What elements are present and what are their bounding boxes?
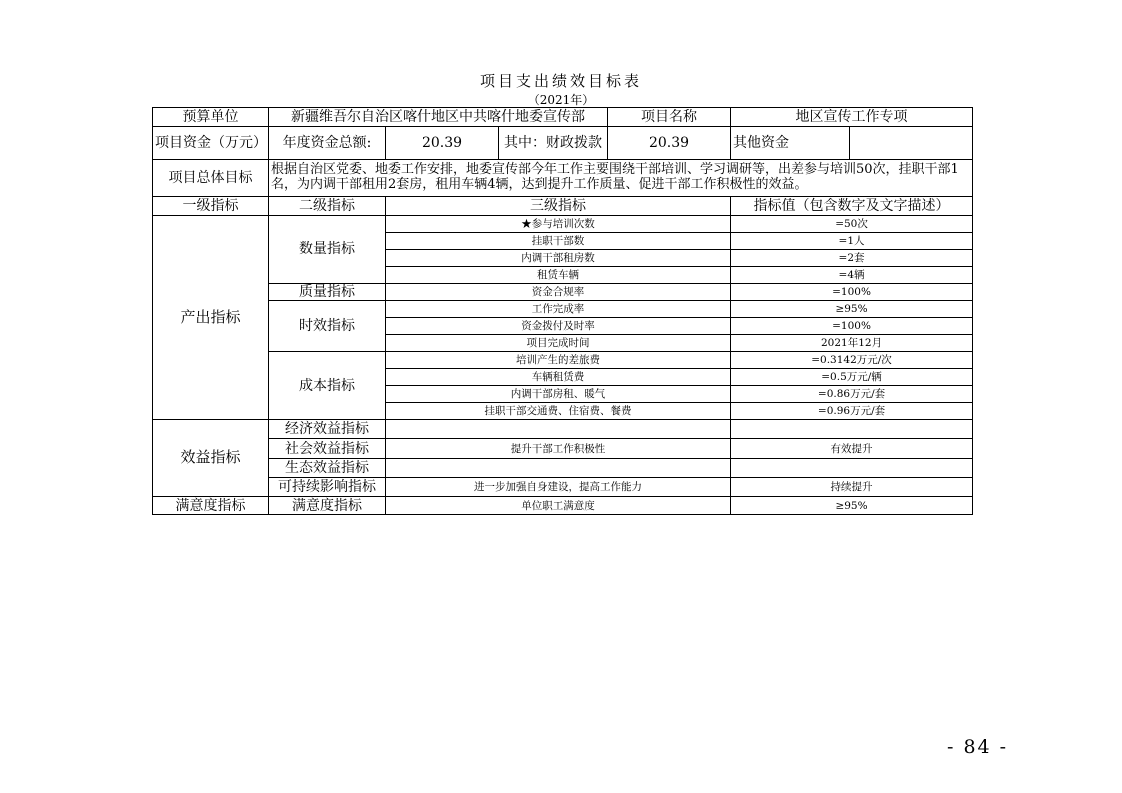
table-row-value: =100% xyxy=(731,318,973,335)
table-row-name: 进一步加强自身建设，提高工作能力 xyxy=(386,478,731,497)
table-row-name: 租赁车辆 xyxy=(386,267,731,284)
overall-goal-text: 根据自治区党委、地委工作安排，地委宣传部今年工作主要围绕干部培训、学习调研等，出差参与培训50次，挂职干部1名，为内调干部租用2套房，租用车辆4辆，达到提升工作质量、促进干部工作积极性的效益。 xyxy=(269,160,973,197)
project-name-value: 地区宣传工作专项 xyxy=(731,108,973,127)
table-row-name: 项目完成时间 xyxy=(386,335,731,352)
table-row-value: ≥95% xyxy=(731,301,973,318)
output-indicator-label: 产出指标 xyxy=(153,216,269,420)
benefit-level2-label: 社会效益指标 xyxy=(269,439,386,459)
table-row-value xyxy=(731,420,973,439)
table-row-value: =0.3142万元/次 xyxy=(731,352,973,369)
table-row-name: 挂职干部数 xyxy=(386,233,731,250)
benefit-level2-label: 经济效益指标 xyxy=(269,420,386,439)
page-number: - 84 - xyxy=(947,736,1009,758)
col-level2-header: 二级指标 xyxy=(269,197,386,216)
benefit-level2-label: 可持续影响指标 xyxy=(269,478,386,497)
table-row-value: =0.96万元/套 xyxy=(731,403,973,420)
cost-indicator-label: 成本指标 xyxy=(269,352,386,420)
table-row-value: =0.5万元/辆 xyxy=(731,369,973,386)
performance-table xyxy=(152,107,973,515)
table-row-name: 资金拨付及时率 xyxy=(386,318,731,335)
overall-goal-label: 项目总体目标 xyxy=(153,160,269,197)
table-row-name: ★参与培训次数 xyxy=(386,216,731,233)
table-row-value: 有效提升 xyxy=(731,439,973,459)
other-funds-label: 其他资金 xyxy=(731,127,850,160)
table-row-name: 工作完成率 xyxy=(386,301,731,318)
table-row-name xyxy=(386,459,731,478)
table-row-value: ≥95% xyxy=(731,497,973,515)
page-title: 项目支出绩效目标表 xyxy=(479,72,642,90)
satisfaction-level2-label: 满意度指标 xyxy=(269,497,386,515)
other-funds-value xyxy=(850,127,973,160)
table-row-name: 资金合规率 xyxy=(386,284,731,301)
satisfaction-indicator-label: 满意度指标 xyxy=(153,497,269,515)
table-row-name: 内调干部租房数 xyxy=(386,250,731,267)
table-row-name xyxy=(386,420,731,439)
table-row-name: 挂职干部交通费、住宿费、餐费 xyxy=(386,403,731,420)
annual-total-value: 20.39 xyxy=(386,127,499,160)
col-value-header: 指标值（包含数字及文字描述） xyxy=(731,197,973,216)
fiscal-funds-value: 20.39 xyxy=(608,127,731,160)
table-row-value: =100% xyxy=(731,284,973,301)
col-level1-header: 一级指标 xyxy=(153,197,269,216)
timeliness-indicator-label: 时效指标 xyxy=(269,301,386,352)
table-row-value xyxy=(731,459,973,478)
benefit-indicator-label: 效益指标 xyxy=(153,420,269,497)
benefit-level2-label: 生态效益指标 xyxy=(269,459,386,478)
table-row-name: 内调干部房租、暖气 xyxy=(386,386,731,403)
fiscal-funds-label: 其中：财政拨款 xyxy=(499,127,608,160)
table-row-value: 持续提升 xyxy=(731,478,973,497)
page-subtitle-year: （2021年） xyxy=(527,93,595,107)
table-row-value: =0.86万元/套 xyxy=(731,386,973,403)
col-level3-header: 三级指标 xyxy=(386,197,731,216)
project-funds-label: 项目资金（万元） xyxy=(153,127,269,160)
table-row-value: =4辆 xyxy=(731,267,973,284)
table-row-name: 提升干部工作积极性 xyxy=(386,439,731,459)
budget-unit-label: 预算单位 xyxy=(153,108,269,127)
table-row-value: =1人 xyxy=(731,233,973,250)
quantity-indicator-label: 数量指标 xyxy=(269,216,386,284)
table-row-name: 单位职工满意度 xyxy=(386,497,731,515)
table-row-value: 2021年12月 xyxy=(731,335,973,352)
table-row-value: =50次 xyxy=(731,216,973,233)
project-name-label: 项目名称 xyxy=(608,108,731,127)
table-row-name: 培训产生的差旅费 xyxy=(386,352,731,369)
annual-total-label: 年度资金总额: xyxy=(269,127,386,160)
budget-unit-value: 新疆维吾尔自治区喀什地区中共喀什地委宣传部 xyxy=(269,108,608,127)
table-row-value: =2套 xyxy=(731,250,973,267)
table-row-name: 车辆租赁费 xyxy=(386,369,731,386)
quality-indicator-label: 质量指标 xyxy=(269,284,386,301)
